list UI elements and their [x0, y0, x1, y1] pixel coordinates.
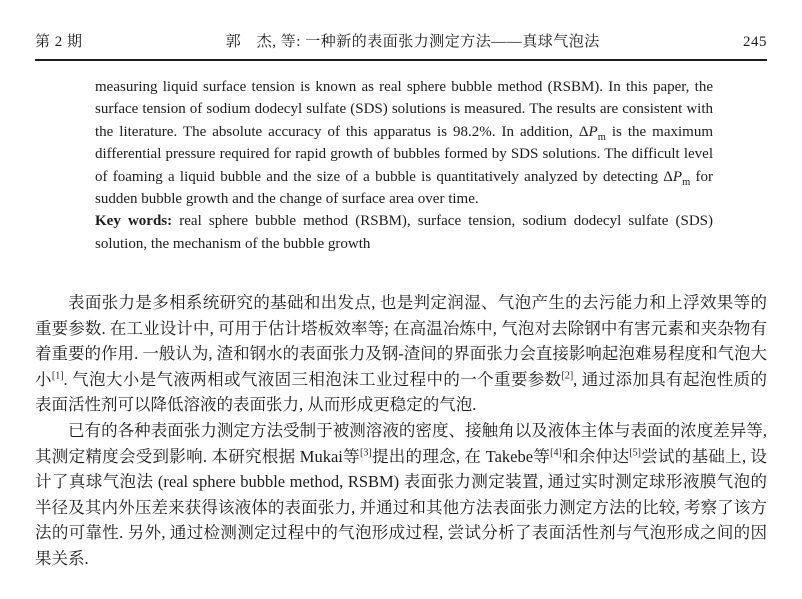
body-paragraph-1: 表面张力是多相系统研究的基础和出发点, 也是判定润湿、气泡产生的去污能力和上浮效果等的重要参数. 在工业设计中, 可用于估计塔板效率等; 在高温冶炼中, 气泡对去除钢中有害元素和夹杂物有着重要的作用. 一般认为, 渣和钢水的表面张力及钢-渣间的界面张力会直接影响起泡难易程度和气泡大小[1]. 气泡大小是气液两相或气液固三相泡沫工业过程中的一个重要参数[2], 通过添加具有起泡性质的表面活性剂可以降低溶液的表面张力, 从而形成更稳定的气泡. — [35, 293, 768, 415]
running-header — [35, 30, 767, 61]
abstract-paragraph: measuring liquid surface tension is known as real sphere bubble method (RSBM). In this paper, the surface tension of sodium dodecyl sulfate (SDS) solutions is measured. The results are consistent with the literature. The absolute accuracy of this apparatus is 98.2%. In addition, $\Delta P_m$ is the maximum differential pressure required for rapid growth of bubbles formed by SDS solutions. The difficult level of foaming a liquid bubble and the size of a bubble is quantitatively analyzed by detecting $\Delta P_m$ for sudden bubble growth and the change of surface area over time. — [95, 79, 713, 208]
header-issue-number: 第 2 期 — [35, 34, 83, 50]
header-page-number: 245 — [743, 34, 767, 50]
keywords-paragraph — [95, 210, 713, 255]
body-section — [35, 290, 767, 572]
body-paragraph-2: 已有的各种表面张力测定方法受制于被测溶液的密度、接触角以及液体主体与表面的浓度差异等, 其测定精度会受到影响. 本研究根据 Mukai等[3]提出的理念, 在 Takebe等[4]和余仲达[5]尝试的基础上, 设计了真球气泡法 (real sphere bubble method, RSBM) 表面张力测定装置, 通过实时测定球形液膜气泡的半径及其内外压差来获得该液体的表面张力, 并通过和其他方法表面张力测定方法的比较, 考察了该方法的可靠性. 另外, 通过检测测定过程中的气泡形成过程, 尝试分析了表面活性剂与气泡形成之间的因果关系. — [35, 420, 767, 568]
header-running-title: 郭 杰, 等: 一种新的表面张力测定方法——真球气泡法 — [225, 34, 600, 50]
keywords-label: Key words: — [95, 213, 173, 230]
abstract-section — [95, 76, 713, 255]
keywords-text: real sphere bubble method (RSBM), surface tension, sodium dodecyl sulfate (SDS) solution, the mechanism of the bubble growth — [95, 213, 713, 252]
